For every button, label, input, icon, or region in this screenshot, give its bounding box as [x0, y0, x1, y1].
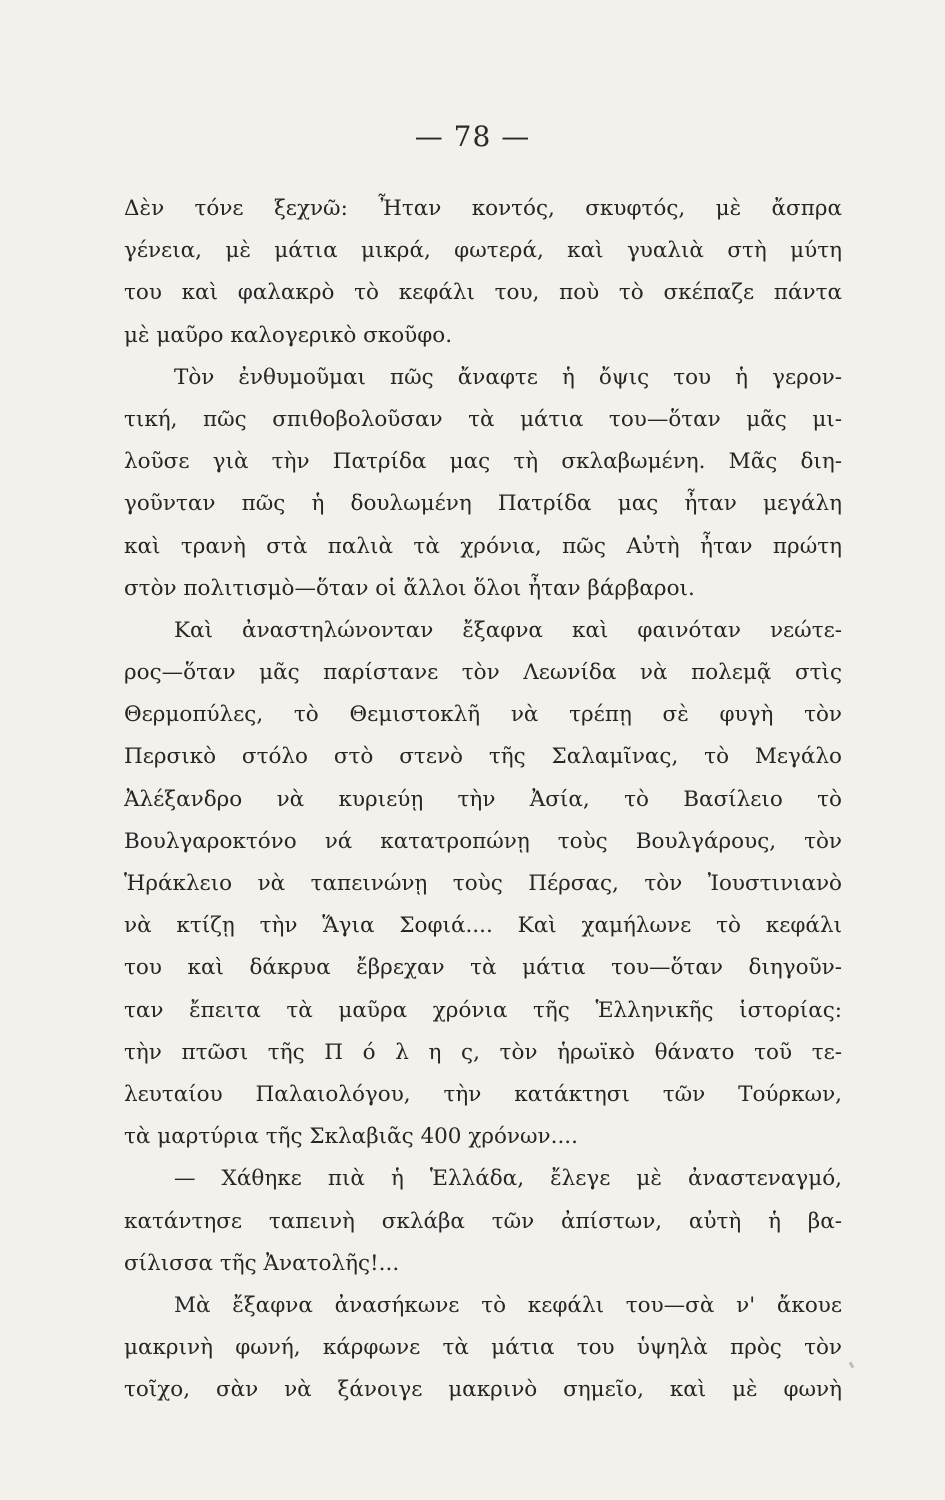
- text-line: Περσικὸ στόλο στὸ στενὸ τῆς Σαλαμῖνας, τὸ Μεγάλο: [124, 744, 842, 770]
- text-line: Βουλγαροκτόνο νά κατατροπώνῃ τοὺς Βουλγάρους, τὸν: [124, 828, 842, 854]
- text-line: τὴν πτῶσι τῆς Π ό λ η ς, τὸν ἡρωϊκὸ θάνατο τοῦ τε-: [124, 1039, 842, 1065]
- text-line: κατάντησε ταπεινὴ σκλάβα τῶν ἀπίστων, αὐτὴ ἡ βα-: [124, 1208, 842, 1234]
- text-line: Τὸν ἐνθυμοῦμαι πῶς ἄναφτε ἡ ὄψις του ἡ γερον-: [174, 364, 842, 390]
- text-line: σίλισσα τῆς Ἀνατολῆς!...: [124, 1250, 400, 1276]
- text-line: τὰ μαρτύρια τῆς Σκλαβιᾶς 400 χρόνων....: [124, 1124, 578, 1150]
- text-line: στὸν πολιτισμὸ—ὅταν οἱ ἄλλοι ὅλοι ἦταν βάρβαροι.: [124, 575, 695, 601]
- text-line: γοῦνταν πῶς ἡ δουλωμένη Πατρίδα μας ἦταν μεγάλη: [124, 491, 842, 517]
- body-text: [124, 188, 842, 1411]
- text-line: γένεια, μὲ μάτια μικρά, φωτερά, καὶ γυαλιὰ στὴ μύτη: [124, 238, 842, 264]
- text-line: τοῖχο, σὰν νὰ ξάνοιγε μακρινὸ σημεῖο, καὶ μὲ φωνὴ: [124, 1377, 842, 1403]
- paper-speck: [849, 1362, 855, 1369]
- text-line: του καὶ φαλακρὸ τὸ κεφάλι του, ποὺ τὸ σκέπαζε πάντα: [124, 280, 842, 306]
- text-line: καὶ τρανὴ στὰ παλιὰ τὰ χρόνια, πῶς Αὐτὴ ἦταν πρώτη: [124, 533, 842, 559]
- text-line: τική, πῶς σπιθοβολοῦσαν τὰ μάτια του—ὅταν μᾶς μι-: [124, 406, 842, 432]
- text-line: Ἡράκλειο νὰ ταπεινώνῃ τοὺς Πέρσας, τὸν Ἰουστινιανὸ: [124, 871, 842, 896]
- text-line: μακρινὴ φωνή, κάρφωνε τὰ μάτια του ὑψηλὰ πρὸς τὸν: [124, 1335, 842, 1361]
- text-line: λευταίου Παλαιολόγου, τὴν κατάκτησι τῶν Τούρκων,: [124, 1081, 842, 1107]
- page-number: — 78 —: [414, 120, 531, 153]
- text-line: — Χάθηκε πιὰ ἡ Ἑλλάδα, ἔλεγε μὲ ἀναστεναγμό,: [174, 1166, 842, 1192]
- text-line: Μὰ ἔξαφνα ἀνασήκωνε τὸ κεφάλι του—σὰ ν' ἄκουε: [174, 1292, 842, 1318]
- text-line: Θερμοπύλες, τὸ Θεμιστοκλῆ νὰ τρέπῃ σὲ φυγὴ τὸν: [124, 702, 842, 728]
- text-line: ταν ἔπειτα τὰ μαῦρα χρόνια τῆς Ἑλληνικῆς ἱστορίας:: [124, 997, 842, 1023]
- text-line: ρος—ὅταν μᾶς παρίστανε τὸν Λεωνίδα νὰ πολεμᾷ στὶς: [124, 660, 842, 686]
- text-line: Καὶ ἀναστηλώνονταν ἔξαφνα καὶ φαινόταν νεώτε-: [174, 617, 842, 643]
- text-line: του καὶ δάκρυα ἔβρεχαν τὰ μάτια του—ὅταν διηγοῦν-: [124, 955, 842, 981]
- text-line: μὲ μαῦρο καλογερικὸ σκοῦφο.: [124, 322, 453, 348]
- text-line: νὰ κτίζῃ τὴν Ἅγια Σοφιά.... Καὶ χαμήλωνε τὸ κεφάλι: [124, 913, 842, 939]
- text-line: λοῦσε γιὰ τὴν Πατρίδα μας τὴ σκλαβωμένη. Μᾶς διη-: [124, 449, 842, 475]
- text-line: Ἀλέξανδρο νὰ κυριεύῃ τὴν Ἀσία, τὸ Βασίλειο τὸ: [124, 786, 842, 812]
- text-line: Δὲν τόνε ξεχνῶ: Ἦταν κοντός, σκυφτός, μὲ ἄσπρα: [124, 196, 842, 221]
